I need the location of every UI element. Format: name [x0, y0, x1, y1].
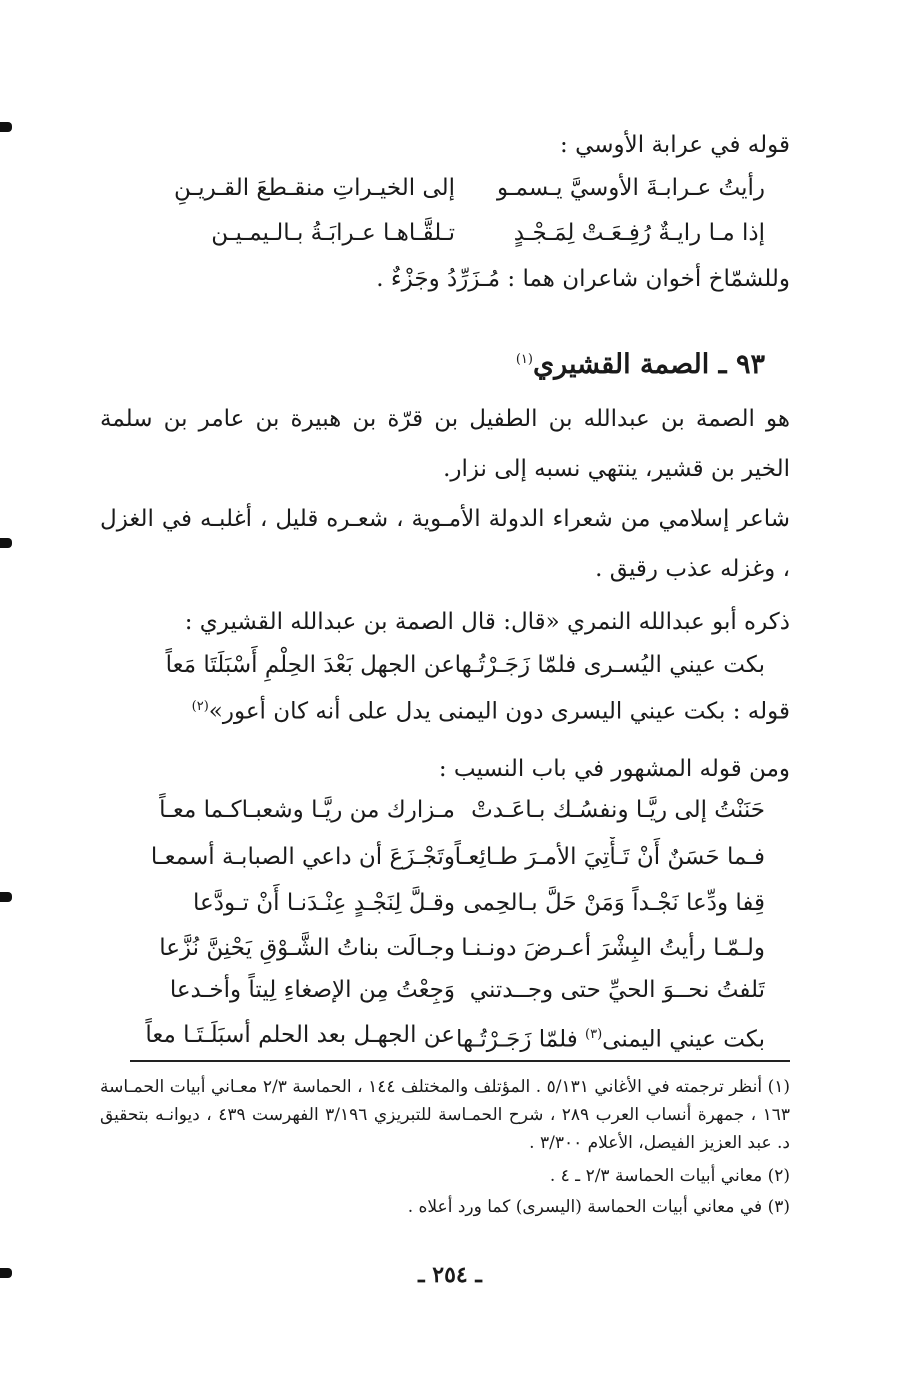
brothers-line: وللشمّاخ أخوان شاعران هما : مُـزَرِّدُ وجَزْءٌ .	[376, 266, 790, 292]
nasib-verse	[125, 883, 765, 923]
nasib-verse	[125, 1015, 765, 1055]
verse-first-hemistich: ولـمّـا رأيتُ البِشْرَ أعـرضَ دونـنـا	[461, 935, 765, 961]
verse-second-hemistich: عن الجهـل بعد الحلم أسبَلَـتَـا معاً	[145, 1022, 455, 1048]
verse-second-hemistich: إلى الخيـراتِ منقـطعَ القـريـنِ	[173, 175, 455, 201]
nasib-verse	[125, 837, 765, 877]
verse-second-hemistich: مـزارك من ريَّـا وشعبـاكـما معـاً	[159, 797, 455, 823]
verse-first-rest: فلمّا زَجَـرْتُـها	[455, 1026, 586, 1053]
quoted-verse	[125, 645, 765, 685]
margin-mark	[0, 538, 12, 548]
verse-first-hemistich: بكت عيني اليُسـرى فلمّا زَجَـرْتُـها	[454, 652, 765, 678]
nasib-verse	[125, 970, 765, 1010]
footnote-3: (٣) في معاني أبيات الحماسة (اليسرى) كما ورد أعلاه .	[407, 1197, 790, 1217]
verse-first-hemistich: قِفا ودِّعا نَجْـداً وَمَنْ حَلَّ بـالحِمى	[463, 890, 765, 916]
quote-comment	[130, 690, 790, 729]
verse-first-hemistich: إذا مـا رايـةٌ رُفِـعَـتْ لِمَـجْـدٍ	[513, 220, 765, 246]
quote-intro: ذكره أبو عبدالله النمري «قال: قال الصمة بن عبدالله القشيري :	[184, 609, 790, 635]
footnote-ref: (٢)	[191, 699, 209, 714]
margin-mark	[0, 122, 12, 132]
verse-second-hemistich: وجـالَت بناتُ الشَّـوْقِ يَحْنِنَّ نُزَّعا	[159, 935, 455, 961]
footnote-2: (٢) معاني أبيات الحماسة ٢/٣ ـ ٤ .	[549, 1166, 790, 1186]
verse-line	[125, 213, 765, 253]
section-heading	[516, 340, 765, 385]
verse-first-hemistich: حَنَنْتُ إلى ريَّـا ونفسُـك بـاعَـدتْ	[471, 797, 765, 823]
verse-second-hemistich: عن الجهل بَعْدَ الحِلْمِ أَسْبَلَتَا مَعاً	[165, 652, 455, 678]
poet-paragraph: شاعر إسلامي من شعراء الدولة الأمـوية ، شعـره قليل ، أغلبـه في الغزل ، وغزله عذب رقيق .	[100, 506, 790, 582]
verse-first-text: بكت عيني اليمنى	[602, 1026, 765, 1053]
section-heading-text: ٩٣ ـ الصمة القشيري	[532, 349, 765, 380]
verse-second-hemistich: وتَجْـزَعَ أن داعي الصبابـة أسمعـا	[150, 844, 455, 870]
nasib-verse	[125, 790, 765, 830]
margin-mark	[0, 892, 12, 902]
verse-second-hemistich: تـلقَّـاهـا عـرابَـةُ بـالـيمـيـن	[211, 220, 455, 246]
verse-second-hemistich: وَجِعْتُ مِن الإصغاءِ لِيتاً وأخـدعا	[169, 977, 455, 1003]
verse-second-hemistich: وقـلَّ لِنَجْـدٍ عِنْـدَنـا أَنْ تـودَّعا	[192, 890, 455, 916]
nasib-intro: ومن قوله المشهور في باب النسيب :	[438, 756, 790, 782]
verse-first-hemistich: رأيتُ عـرابـةَ الأوسيَّ يـسمـو	[496, 175, 765, 201]
verse-first-hemistich	[435, 1015, 765, 1060]
page-number: ـ ٢٥٤ ـ	[418, 1262, 482, 1288]
footnote-ref: (١)	[515, 352, 533, 367]
footnote-ref: (٣)	[585, 1027, 603, 1042]
nasib-verse	[125, 928, 765, 968]
footnote-1: (١) أنظر ترجمته في الأغاني ٥/١٣١ . المؤتلف والمختلف ١٤٤ ، الحماسة ٢/٣ معـاني أبيات الحمـاسة ١٦٣ ، جمهرة أنساب العرب ٢٨٩ ، شرح الحمـاسة للتبريزي ٣/١٩٦ الفهرست ٤٣٩ ، ديوانـه بتحقيق د. عبد العزيز الفيصل، الأعلام ٣/٣٠٠ .	[100, 1077, 790, 1153]
lineage-paragraph: هو الصمة بن عبدالله بن الطفيل بن قرّة بن هبيرة بن عامر بن سلمة الخير بن قشير، ينتهي نسبه إلى نزار.	[100, 406, 790, 482]
intro-line: قوله في عرابة الأوسي :	[560, 132, 790, 158]
verse-first-hemistich: فـما حَسَنٌ أَنْ تَـأْتِيَ الأمـرَ طـائِعـاً	[454, 844, 765, 870]
footnote-divider	[130, 1060, 790, 1062]
verse-first-hemistich: تَلفتُ نحــوَ الحيِّ حتى وجــدتني	[469, 977, 765, 1003]
quote-comment-text: قوله : بكت عيني اليسرى دون اليمنى يدل على أنه كان أعور»	[208, 698, 790, 725]
verse-line	[125, 168, 765, 208]
